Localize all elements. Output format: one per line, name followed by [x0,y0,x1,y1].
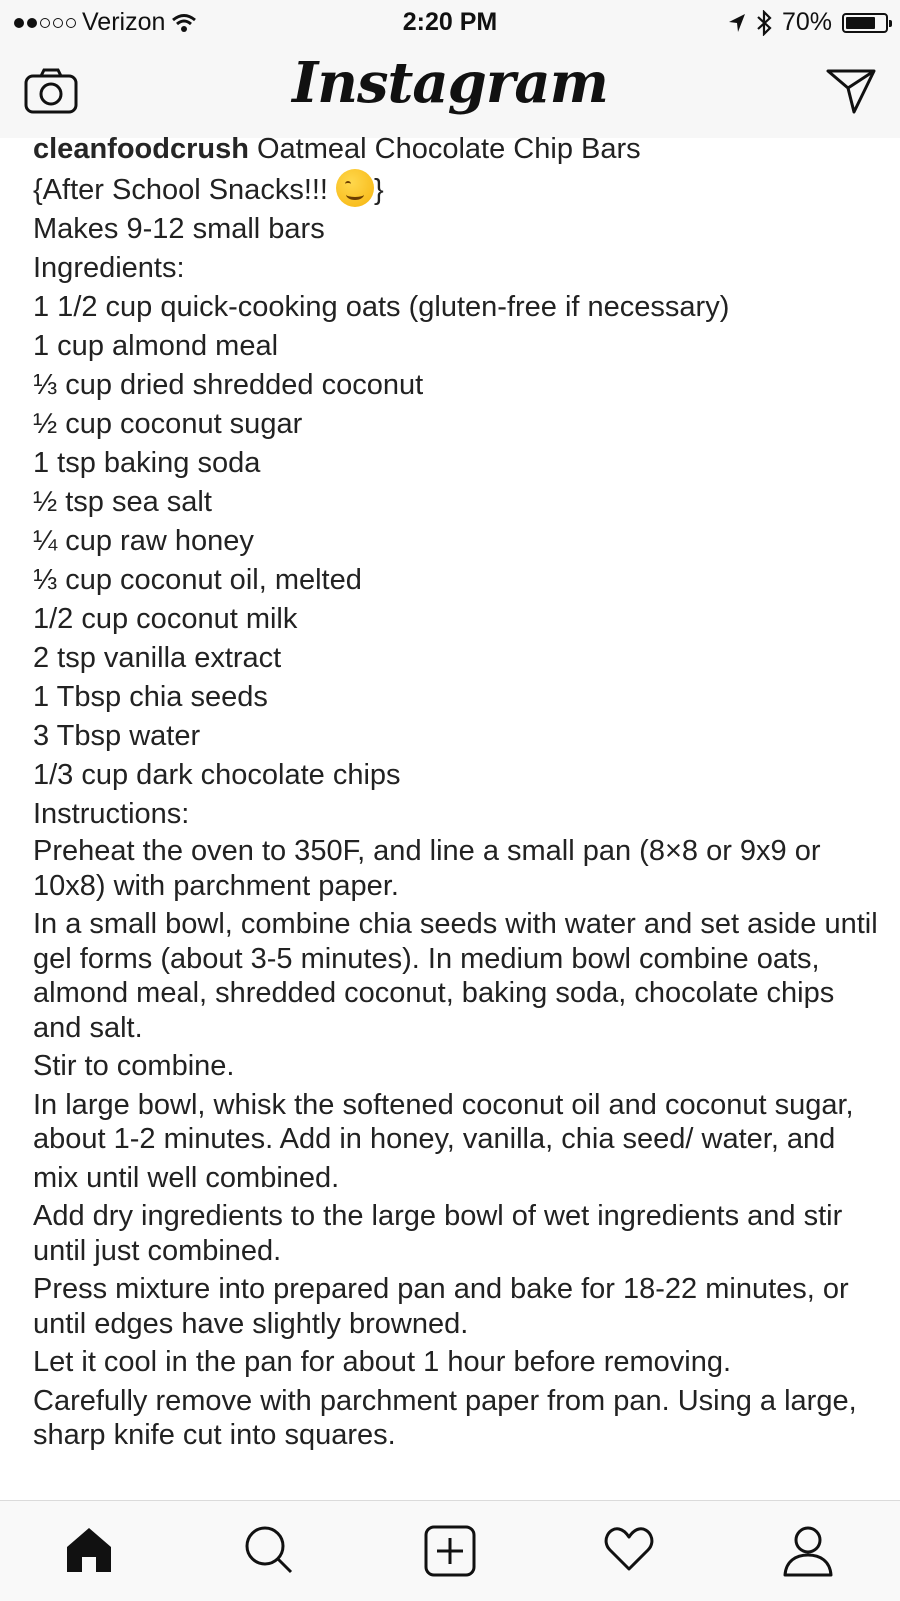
ingredient-item: 1 Tbsp chia seeds [33,681,268,713]
username-link[interactable]: cleanfoodcrush [33,133,249,165]
tab-add-post[interactable] [424,1525,476,1582]
instruction-step: In a small bowl, combine chia seeds with water and set aside until gel forms (about 3-5 minutes). In medium bowl combine oats, almond meal, shredded coconut, baking soda, chocolate chips and salt. [33,908,878,1044]
tab-activity[interactable] [604,1525,654,1578]
location-arrow-icon [728,13,746,33]
ingredient-item: 2 tsp vanilla extract [33,642,282,674]
ingredient-item: 1 tsp baking soda [33,447,261,479]
bottom-tab-bar [0,1500,900,1601]
ingredient-item: ¼ cup raw honey [33,525,254,557]
instruction-step: Let it cool in the pan for about 1 hour before removing. [33,1346,732,1378]
ingredients-list [33,288,878,795]
ingredient-item: 1 1/2 cup quick-cooking oats (gluten-free if necessary) [33,291,730,323]
status-right [728,8,888,37]
status-bar [0,0,900,44]
add-post-icon [424,1525,476,1577]
app-header [0,44,900,138]
instruction-step: mix until well combined. [33,1161,340,1194]
battery-icon [842,13,888,33]
carrier-label: Verizon [82,8,166,36]
ingredient-item: 1 cup almond meal [33,330,279,362]
bluetooth-icon [756,10,772,36]
battery-percent: 70% [781,8,832,36]
instruction-step: In large bowl, whisk the softened coconut oil and coconut sugar, about 1-2 minutes. Add in honey, vanilla, chia seed/ water, and [33,1088,854,1155]
recipe-subtitle: {After School Snacks!!! } [33,169,878,210]
instruction-step: Add dry ingredients to the large bowl of wet ingredients and stir until just combined. [33,1200,843,1267]
instructions-list [33,834,878,1453]
instagram-logo: Instagram [292,50,608,116]
recipe-yield: Makes 9-12 small bars [33,213,325,245]
status-time: 2:20 PM [402,8,498,36]
tab-home[interactable] [64,1525,114,1580]
search-icon [244,1525,294,1575]
profile-icon [782,1525,834,1577]
instruction-step: Preheat the oven to 350F, and line a small pan (8×8 or 9x9 or 10x8) with parchment paper. [33,835,821,902]
ingredient-item: ½ tsp sea salt [33,486,212,518]
tab-search[interactable] [244,1525,294,1580]
instruction-step: Stir to combine. [33,1050,235,1082]
instruction-step: Press mixture into prepared pan and bake for 18-22 minutes, or until edges have slightly browned. [33,1273,849,1340]
instructions-heading: Instructions: [33,798,190,830]
recipe-title: Oatmeal Chocolate Chip Bars [257,133,641,165]
home-icon [64,1525,114,1575]
instruction-step: Carefully remove with parchment paper from pan. Using a large, sharp knife cut into squares. [33,1384,857,1451]
direct-message-button[interactable] [826,68,876,119]
post-caption [33,130,878,1457]
ingredient-item: 3 Tbsp water [33,720,201,752]
ingredient-item: 1/3 cup dark chocolate chips [33,759,401,791]
ingredient-item: 1/2 cup coconut milk [33,603,298,635]
hugging-face-emoji-icon [336,169,374,207]
ingredient-item: ⅓ cup coconut oil, melted [33,564,362,596]
direct-message-icon [826,68,876,114]
ingredients-heading: Ingredients: [33,252,185,284]
ingredient-item: ⅓ cup dried shredded coconut [33,369,424,401]
tab-profile[interactable] [782,1525,834,1582]
activity-heart-icon [604,1525,654,1573]
ingredient-item: ½ cup coconut sugar [33,408,303,440]
